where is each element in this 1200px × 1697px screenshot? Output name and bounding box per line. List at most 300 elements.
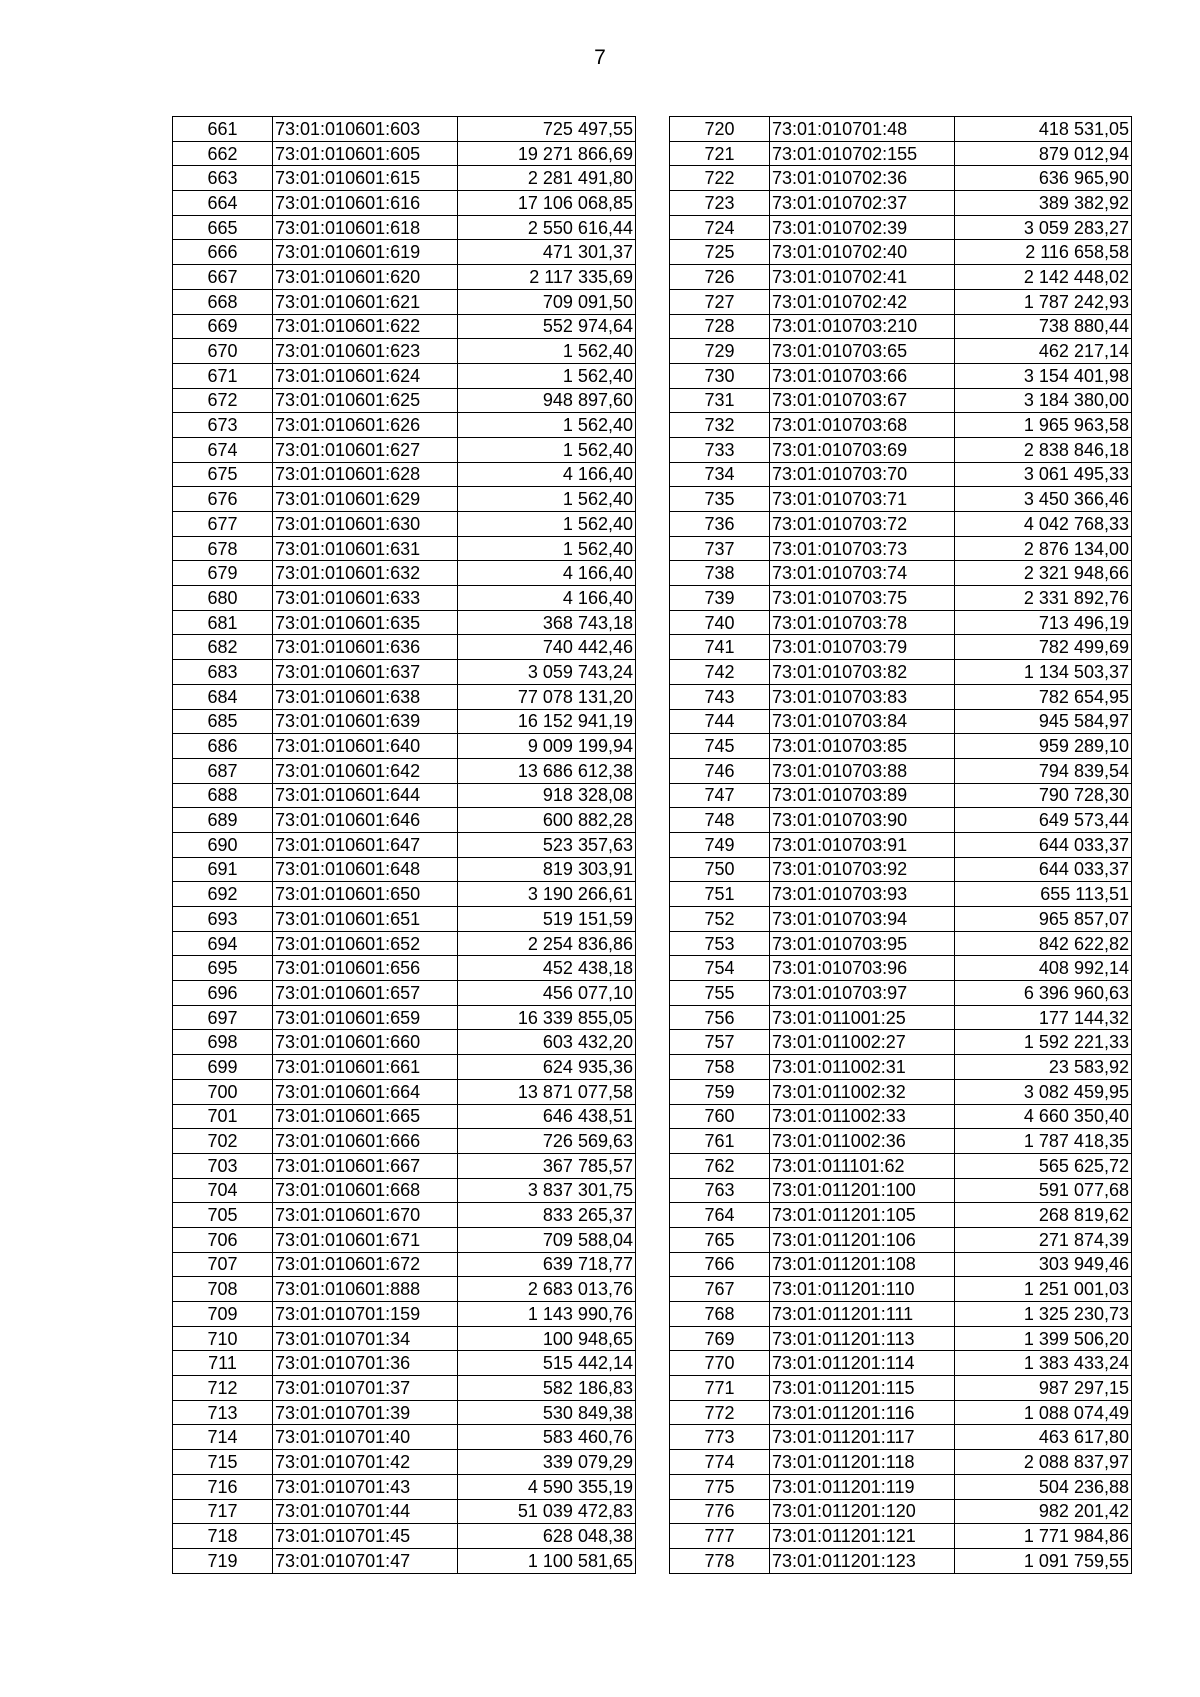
cadastral-value: 552 974,64: [458, 314, 636, 339]
cadastral-value: 1 143 990,76: [458, 1302, 636, 1327]
cadastral-value: 9 009 199,94: [458, 734, 636, 759]
cadastral-value: 4 660 350,40: [955, 1104, 1132, 1129]
cadastral-value: 790 728,30: [955, 783, 1132, 808]
row-number: 727: [670, 289, 770, 314]
table-row: [173, 1351, 636, 1376]
cadastral-value: 339 079,29: [458, 1450, 636, 1475]
table-row: [670, 1030, 1132, 1055]
table-row: [173, 1474, 636, 1499]
cadastral-number: 73:01:010601:627: [273, 437, 458, 462]
cadastral-number: 73:01:010703:70: [770, 462, 955, 487]
cadastral-value-table-right: [669, 116, 1132, 1574]
row-number: 769: [670, 1326, 770, 1351]
cadastral-number: 73:01:010601:615: [273, 166, 458, 191]
row-number: 708: [173, 1277, 273, 1302]
row-number: 745: [670, 734, 770, 759]
cadastral-value: 2 142 448,02: [955, 265, 1132, 290]
table-row: [670, 215, 1132, 240]
cadastral-number: 73:01:010601:605: [273, 141, 458, 166]
table-row: [173, 907, 636, 932]
row-number: 748: [670, 808, 770, 833]
row-number: 776: [670, 1499, 770, 1524]
cadastral-value: 1 383 433,24: [955, 1351, 1132, 1376]
cadastral-number: 73:01:010601:668: [273, 1178, 458, 1203]
cadastral-number: 73:01:010601:629: [273, 487, 458, 512]
table-row: [670, 1499, 1132, 1524]
cadastral-number: 73:01:010703:71: [770, 487, 955, 512]
row-number: 718: [173, 1524, 273, 1549]
cadastral-number: 73:01:010601:628: [273, 462, 458, 487]
table-row: [173, 462, 636, 487]
cadastral-number: 73:01:011201:123: [770, 1548, 955, 1573]
cadastral-number: 73:01:010601:626: [273, 413, 458, 438]
row-number: 767: [670, 1277, 770, 1302]
row-number: 672: [173, 388, 273, 413]
cadastral-value: 879 012,94: [955, 141, 1132, 166]
cadastral-value: 713 496,19: [955, 610, 1132, 635]
row-number: 764: [670, 1203, 770, 1228]
table-row: [173, 512, 636, 537]
cadastral-value: 1 562,40: [458, 512, 636, 537]
cadastral-number: 73:01:010703:73: [770, 536, 955, 561]
cadastral-value: 303 949,46: [955, 1252, 1132, 1277]
cadastral-value: 51 039 472,83: [458, 1499, 636, 1524]
table-row: [173, 709, 636, 734]
row-number: 774: [670, 1450, 770, 1475]
cadastral-value: 3 059 743,24: [458, 660, 636, 685]
cadastral-value: 4 042 768,33: [955, 512, 1132, 537]
cadastral-number: 73:01:010703:89: [770, 783, 955, 808]
row-number: 697: [173, 1005, 273, 1030]
row-number: 684: [173, 684, 273, 709]
cadastral-number: 73:01:011002:33: [770, 1104, 955, 1129]
cadastral-number: 73:01:010703:85: [770, 734, 955, 759]
row-number: 739: [670, 586, 770, 611]
cadastral-number: 73:01:010601:648: [273, 857, 458, 882]
cadastral-value: 3 059 283,27: [955, 215, 1132, 240]
table-row: [670, 857, 1132, 882]
cadastral-number: 73:01:011002:36: [770, 1129, 955, 1154]
row-number: 754: [670, 956, 770, 981]
cadastral-number: 73:01:010702:37: [770, 191, 955, 216]
table-row: [670, 512, 1132, 537]
row-number: 699: [173, 1055, 273, 1080]
table-row: [173, 314, 636, 339]
table-row: [670, 610, 1132, 635]
row-number: 751: [670, 882, 770, 907]
cadastral-number: 73:01:010601:660: [273, 1030, 458, 1055]
table-row: [173, 635, 636, 660]
cadastral-number: 73:01:010701:42: [273, 1450, 458, 1475]
cadastral-value: 2 331 892,76: [955, 586, 1132, 611]
row-number: 688: [173, 783, 273, 808]
cadastral-number: 73:01:011201:115: [770, 1376, 955, 1401]
table-row: [670, 783, 1132, 808]
cadastral-number: 73:01:010601:635: [273, 610, 458, 635]
table-row: [670, 240, 1132, 265]
cadastral-value: 4 166,40: [458, 462, 636, 487]
cadastral-value: 603 432,20: [458, 1030, 636, 1055]
cadastral-value: 2 254 836,86: [458, 931, 636, 956]
row-number: 737: [670, 536, 770, 561]
cadastral-value: 530 849,38: [458, 1400, 636, 1425]
row-number: 729: [670, 339, 770, 364]
cadastral-value: 16 152 941,19: [458, 709, 636, 734]
table-row: [670, 191, 1132, 216]
row-number: 662: [173, 141, 273, 166]
table-row: [670, 339, 1132, 364]
table-row: [670, 635, 1132, 660]
row-number: 714: [173, 1425, 273, 1450]
cadastral-value: 177 144,32: [955, 1005, 1132, 1030]
cadastral-value: 3 837 301,75: [458, 1178, 636, 1203]
table-row: [173, 141, 636, 166]
row-number: 728: [670, 314, 770, 339]
row-number: 707: [173, 1252, 273, 1277]
cadastral-number: 73:01:011201:108: [770, 1252, 955, 1277]
table-row: [670, 561, 1132, 586]
table-row: [173, 166, 636, 191]
cadastral-value: 463 617,80: [955, 1425, 1132, 1450]
table-row: [670, 1474, 1132, 1499]
table-row: [173, 1005, 636, 1030]
table-row: [173, 1055, 636, 1080]
cadastral-number: 73:01:011002:27: [770, 1030, 955, 1055]
cadastral-number: 73:01:010701:44: [273, 1499, 458, 1524]
cadastral-value: 965 857,07: [955, 907, 1132, 932]
row-number: 740: [670, 610, 770, 635]
table-row: [670, 487, 1132, 512]
cadastral-value: 1 100 581,65: [458, 1548, 636, 1573]
table-row: [670, 758, 1132, 783]
row-number: 720: [670, 117, 770, 142]
row-number: 681: [173, 610, 273, 635]
table-row: [173, 832, 636, 857]
table-row: [670, 1227, 1132, 1252]
cadastral-number: 73:01:010601:625: [273, 388, 458, 413]
row-number: 763: [670, 1178, 770, 1203]
cadastral-value: 77 078 131,20: [458, 684, 636, 709]
row-number: 738: [670, 561, 770, 586]
table-row: [173, 487, 636, 512]
table-row: [670, 462, 1132, 487]
cadastral-value: 918 328,08: [458, 783, 636, 808]
row-number: 766: [670, 1252, 770, 1277]
row-number: 761: [670, 1129, 770, 1154]
cadastral-number: 73:01:010701:36: [273, 1351, 458, 1376]
cadastral-value: 456 077,10: [458, 981, 636, 1006]
cadastral-number: 73:01:011201:100: [770, 1178, 955, 1203]
cadastral-value: 591 077,68: [955, 1178, 1132, 1203]
cadastral-value-table-left: [172, 116, 636, 1574]
row-number: 704: [173, 1178, 273, 1203]
table-row: [670, 1376, 1132, 1401]
cadastral-value: 644 033,37: [955, 857, 1132, 882]
table-row: [670, 832, 1132, 857]
row-number: 760: [670, 1104, 770, 1129]
cadastral-value: 1 787 242,93: [955, 289, 1132, 314]
row-number: 765: [670, 1227, 770, 1252]
cadastral-value: 644 033,37: [955, 832, 1132, 857]
cadastral-number: 73:01:010601:616: [273, 191, 458, 216]
cadastral-value: 268 819,62: [955, 1203, 1132, 1228]
row-number: 744: [670, 709, 770, 734]
row-number: 705: [173, 1203, 273, 1228]
cadastral-value: 2 088 837,97: [955, 1450, 1132, 1475]
cadastral-value: 4 166,40: [458, 586, 636, 611]
cadastral-number: 73:01:011201:121: [770, 1524, 955, 1549]
cadastral-value: 819 303,91: [458, 857, 636, 882]
cadastral-value: 565 625,72: [955, 1153, 1132, 1178]
cadastral-number: 73:01:010601:657: [273, 981, 458, 1006]
table-row: [173, 413, 636, 438]
cadastral-number: 73:01:010601:603: [273, 117, 458, 142]
cadastral-number: 73:01:011201:113: [770, 1326, 955, 1351]
cadastral-number: 73:01:010702:155: [770, 141, 955, 166]
cadastral-value: 709 588,04: [458, 1227, 636, 1252]
cadastral-value: 725 497,55: [458, 117, 636, 142]
row-number: 733: [670, 437, 770, 462]
cadastral-value: 23 583,92: [955, 1055, 1132, 1080]
row-number: 670: [173, 339, 273, 364]
table-row: [173, 1376, 636, 1401]
row-number: 724: [670, 215, 770, 240]
table-row: [670, 388, 1132, 413]
row-number: 693: [173, 907, 273, 932]
table-body: [173, 117, 636, 1574]
row-number: 700: [173, 1079, 273, 1104]
row-number: 702: [173, 1129, 273, 1154]
row-number: 771: [670, 1376, 770, 1401]
table-row: [670, 684, 1132, 709]
cadastral-number: 73:01:010601:652: [273, 931, 458, 956]
cadastral-value: 367 785,57: [458, 1153, 636, 1178]
row-number: 715: [173, 1450, 273, 1475]
table-row: [173, 758, 636, 783]
table-row: [670, 1302, 1132, 1327]
table-row: [670, 1548, 1132, 1573]
cadastral-number: 73:01:010601:633: [273, 586, 458, 611]
table-row: [670, 536, 1132, 561]
cadastral-number: 73:01:010601:640: [273, 734, 458, 759]
row-number: 676: [173, 487, 273, 512]
cadastral-value: 842 622,82: [955, 931, 1132, 956]
table-row: [670, 117, 1132, 142]
cadastral-value: 1 562,40: [458, 536, 636, 561]
row-number: 762: [670, 1153, 770, 1178]
cadastral-number: 73:01:011201:106: [770, 1227, 955, 1252]
table-row: [173, 1252, 636, 1277]
cadastral-value: 3 450 366,46: [955, 487, 1132, 512]
cadastral-number: 73:01:010601:636: [273, 635, 458, 660]
table-row: [670, 660, 1132, 685]
cadastral-value: 389 382,92: [955, 191, 1132, 216]
cadastral-value: 1 562,40: [458, 487, 636, 512]
cadastral-number: 73:01:010601:671: [273, 1227, 458, 1252]
row-number: 719: [173, 1548, 273, 1573]
table-row: [670, 1055, 1132, 1080]
cadastral-number: 73:01:010703:74: [770, 561, 955, 586]
cadastral-value: 271 874,39: [955, 1227, 1132, 1252]
row-number: 752: [670, 907, 770, 932]
cadastral-number: 73:01:010701:34: [273, 1326, 458, 1351]
table-row: [173, 586, 636, 611]
cadastral-value: 794 839,54: [955, 758, 1132, 783]
table-row: [173, 1326, 636, 1351]
table-row: [173, 1129, 636, 1154]
cadastral-value: 945 584,97: [955, 709, 1132, 734]
table-row: [670, 1203, 1132, 1228]
table-row: [670, 363, 1132, 388]
table-row: [173, 660, 636, 685]
cadastral-number: 73:01:010601:667: [273, 1153, 458, 1178]
table-row: [670, 265, 1132, 290]
table-row: [670, 413, 1132, 438]
cadastral-number: 73:01:010601:619: [273, 240, 458, 265]
cadastral-number: 73:01:011201:114: [770, 1351, 955, 1376]
table-row: [173, 536, 636, 561]
table-row: [173, 240, 636, 265]
table-row: [670, 166, 1132, 191]
cadastral-value: 782 654,95: [955, 684, 1132, 709]
cadastral-number: 73:01:011201:105: [770, 1203, 955, 1228]
cadastral-value: 982 201,42: [955, 1499, 1132, 1524]
table-row: [670, 1153, 1132, 1178]
cadastral-value: 740 442,46: [458, 635, 636, 660]
cadastral-value: 408 992,14: [955, 956, 1132, 981]
row-number: 667: [173, 265, 273, 290]
row-number: 694: [173, 931, 273, 956]
row-number: 726: [670, 265, 770, 290]
row-number: 757: [670, 1030, 770, 1055]
cadastral-number: 73:01:010703:90: [770, 808, 955, 833]
cadastral-value: 1 091 759,55: [955, 1548, 1132, 1573]
cadastral-value: 3 190 266,61: [458, 882, 636, 907]
table-row: [670, 314, 1132, 339]
cadastral-value: 1 787 418,35: [955, 1129, 1132, 1154]
cadastral-value: 452 438,18: [458, 956, 636, 981]
row-number: 668: [173, 289, 273, 314]
row-number: 741: [670, 635, 770, 660]
cadastral-value: 368 743,18: [458, 610, 636, 635]
row-number: 687: [173, 758, 273, 783]
row-number: 709: [173, 1302, 273, 1327]
cadastral-value: 726 569,63: [458, 1129, 636, 1154]
cadastral-number: 73:01:010601:637: [273, 660, 458, 685]
cadastral-number: 73:01:010601:888: [273, 1277, 458, 1302]
cadastral-number: 73:01:010701:40: [273, 1425, 458, 1450]
table-row: [173, 1153, 636, 1178]
row-number: 692: [173, 882, 273, 907]
cadastral-number: 73:01:010703:84: [770, 709, 955, 734]
cadastral-number: 73:01:010702:42: [770, 289, 955, 314]
cadastral-value: 948 897,60: [458, 388, 636, 413]
cadastral-value: 4 590 355,19: [458, 1474, 636, 1499]
cadastral-number: 73:01:011201:119: [770, 1474, 955, 1499]
cadastral-number: 73:01:010703:96: [770, 956, 955, 981]
cadastral-number: 73:01:010601:644: [273, 783, 458, 808]
row-number: 723: [670, 191, 770, 216]
cadastral-number: 73:01:010701:45: [273, 1524, 458, 1549]
cadastral-value: 13 871 077,58: [458, 1079, 636, 1104]
cadastral-value: 16 339 855,05: [458, 1005, 636, 1030]
cadastral-number: 73:01:010601:624: [273, 363, 458, 388]
row-number: 743: [670, 684, 770, 709]
table-row: [670, 1129, 1132, 1154]
table-row: [670, 437, 1132, 462]
row-number: 735: [670, 487, 770, 512]
table-row: [173, 956, 636, 981]
row-number: 749: [670, 832, 770, 857]
cadastral-value: 2 321 948,66: [955, 561, 1132, 586]
row-number: 717: [173, 1499, 273, 1524]
row-number: 710: [173, 1326, 273, 1351]
cadastral-number: 73:01:010601:664: [273, 1079, 458, 1104]
row-number: 750: [670, 857, 770, 882]
table-row: [173, 783, 636, 808]
cadastral-number: 73:01:010703:210: [770, 314, 955, 339]
table-row: [173, 265, 636, 290]
cadastral-number: 73:01:010601:651: [273, 907, 458, 932]
cadastral-value: 19 271 866,69: [458, 141, 636, 166]
cadastral-number: 73:01:010703:67: [770, 388, 955, 413]
table-row: [173, 388, 636, 413]
table-row: [670, 1400, 1132, 1425]
cadastral-number: 73:01:010601:650: [273, 882, 458, 907]
cadastral-number: 73:01:010703:97: [770, 981, 955, 1006]
cadastral-value: 3 154 401,98: [955, 363, 1132, 388]
row-number: 680: [173, 586, 273, 611]
row-number: 756: [670, 1005, 770, 1030]
table-row: [173, 1524, 636, 1549]
row-number: 701: [173, 1104, 273, 1129]
row-number: 712: [173, 1376, 273, 1401]
cadastral-value: 636 965,90: [955, 166, 1132, 191]
row-number: 665: [173, 215, 273, 240]
row-number: 669: [173, 314, 273, 339]
cadastral-number: 73:01:010601:666: [273, 1129, 458, 1154]
table-row: [173, 882, 636, 907]
cadastral-number: 73:01:010701:39: [273, 1400, 458, 1425]
table-row: [670, 289, 1132, 314]
cadastral-number: 73:01:010601:638: [273, 684, 458, 709]
table-row: [670, 808, 1132, 833]
cadastral-value: 1 562,40: [458, 437, 636, 462]
cadastral-value: 2 838 846,18: [955, 437, 1132, 462]
cadastral-value: 2 116 658,58: [955, 240, 1132, 265]
table-row: [173, 339, 636, 364]
table-row: [670, 882, 1132, 907]
row-number: 768: [670, 1302, 770, 1327]
table-row: [670, 709, 1132, 734]
table-row: [670, 931, 1132, 956]
table-row: [670, 1326, 1132, 1351]
table-row: [173, 437, 636, 462]
cadastral-value: 649 573,44: [955, 808, 1132, 833]
cadastral-value: 471 301,37: [458, 240, 636, 265]
table-row: [173, 215, 636, 240]
row-number: 725: [670, 240, 770, 265]
table-row: [670, 907, 1132, 932]
row-number: 730: [670, 363, 770, 388]
table-row: [670, 1178, 1132, 1203]
table-row: [173, 981, 636, 1006]
cadastral-number: 73:01:010702:41: [770, 265, 955, 290]
cadastral-number: 73:01:010601:622: [273, 314, 458, 339]
cadastral-value: 2 550 616,44: [458, 215, 636, 240]
table-row: [173, 117, 636, 142]
cadastral-number: 73:01:010703:72: [770, 512, 955, 537]
